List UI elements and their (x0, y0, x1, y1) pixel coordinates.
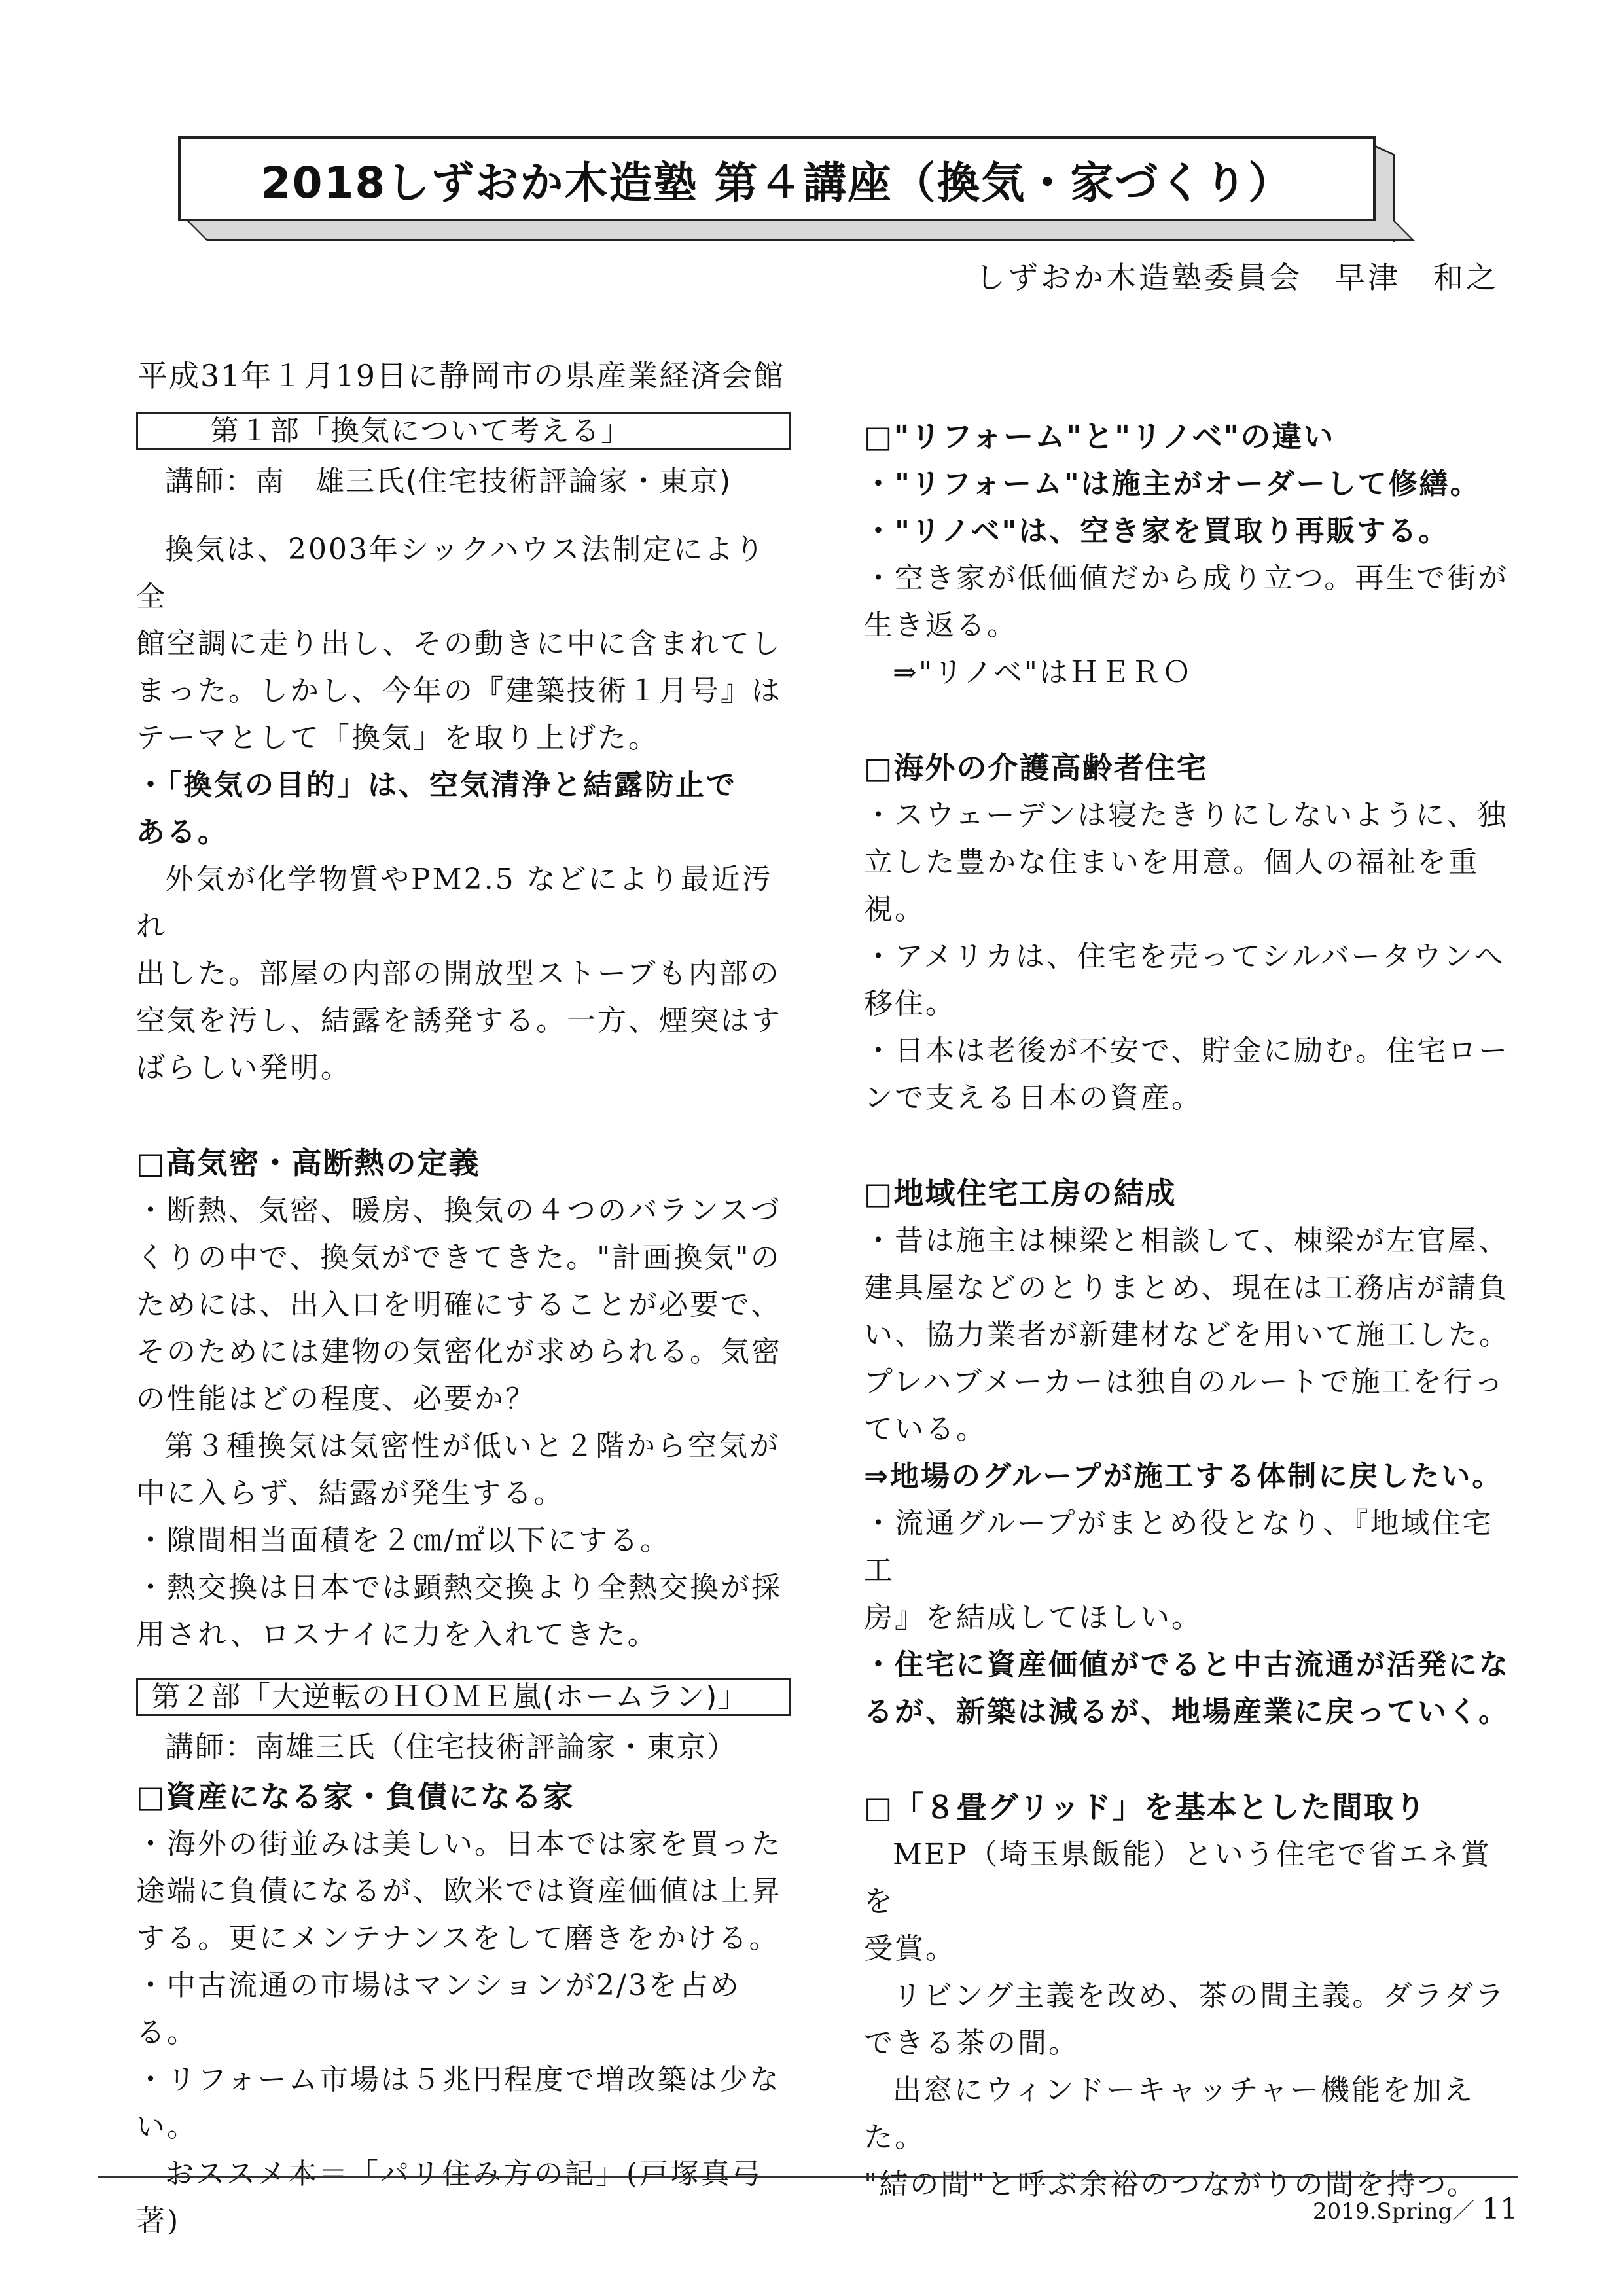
title-box (178, 136, 1376, 221)
issue-label: 2019.Spring／ (1313, 2198, 1475, 2225)
section-heading: □資産になる家・負債になる家 (136, 1779, 575, 1814)
paragraph: ⇒"リノベ"はＨＥＲＯ (893, 656, 1193, 689)
part2-box: 第２部「大逆転のＨＯＭＥ嵐(ホームラン)」 (136, 1678, 791, 1716)
paragraph: おススメ本＝「パリ住み方の記」(戸塚真弓著) (136, 2157, 763, 2238)
section-heading: □「８畳グリッド」を基本とした間取り (864, 1789, 1427, 1825)
part2-lecturer: 講師：南雄三氏（住宅技術評論家・東京） (165, 1731, 737, 1764)
paragraph: 外気が化学物質やPM2.5 などにより最近汚れ 出した。部屋の内部の開放型ストーブも内部の 空気を汚し、結露を誘発する。一方、煙突はす ばらしい発明。 (136, 863, 782, 1085)
highlight-paragraph: ・住宅に資産価値がでると中古流通が活発にな るが、新築は減るが、地場産業に戻っていく。 (864, 1648, 1510, 1729)
footer-rule (98, 2176, 1518, 2178)
page-footer (1313, 2193, 1518, 2226)
paragraph: ・熱交換は日本では顕熱交換より全熱交換が採 用され、ロスナイに力を入れてきた。 (136, 1571, 782, 1651)
author: しずおか木造塾委員会 早津 和之 (975, 260, 1499, 295)
page-title: 2018しずおか木造塾 第４講座（換気・家づくり） (260, 157, 1293, 208)
paragraph: ・昔は施主は棟梁と相談して、棟梁が左官屋、 建具屋などのとりまとめ、現在は工務店が請負 い、協力業者が新建材などを用いて施工した。 プレハブメーカーは独自のルートで施工を行っ ている。 (864, 1224, 1510, 1446)
paragraph: 換気は、2003年シックハウス法制定により全 館空調に走り出し、その動きに中に含まれてし まった。しかし、今年の『建築技術１月号』は テーマとして「換気」を取り上げた。 (136, 533, 782, 755)
highlight-paragraph: ⇒地場のグループが施工する体制に戻したい。 (864, 1460, 1503, 1493)
paragraph: ・流通グループがまとめ役となり、『地域住宅工 房』を結成してほしい。 (864, 1507, 1493, 1634)
section-heading: □海外の介護高齢者住宅 (864, 750, 1208, 785)
paragraph: ・スウェーデンは寝たきりにしないように、独 立した豊かな住まいを用意。個人の福祉を重視。 ・アメリカは、住宅を売ってシルバータウンへ 移住。 ・日本は老後が不安で、貯金に励む。住宅ロー ンで支える日本の資産。 (864, 798, 1510, 1115)
section-heading: □地域住宅工房の結成 (864, 1175, 1177, 1211)
paragraph: ・中古流通の市場はマンションが2/3を占める。 (136, 1969, 741, 2049)
paragraph: 出窓にウィンドーキャッチャー機能を加えた。 "結の間"と呼ぶ余裕のつながりの間を持つ。 (864, 2073, 1478, 2201)
date-line: 平成31年１月19日に静岡市の県産業経済会館 (137, 358, 785, 393)
section-heading: □高気密・高断熱の定義 (136, 1145, 480, 1181)
right-column (864, 412, 1518, 2208)
section-heading: □"リフォーム"と"リノベ"の違い (864, 419, 1335, 454)
paragraph: ・断熱、気密、暖房、換気の４つのバランスづ くりの中で、換気ができてきた。"計画換気"の ためには、出入口を明確にすることが必要で、 そのためには建物の気密化が求められる。気密 の性能はどの程度、必要か？ (136, 1194, 782, 1416)
highlight-paragraph: ・"リフォーム"は施主がオーダーして修繕。 ・"リノベ"は、空き家を買取り再販する。 (864, 467, 1481, 548)
paragraph: ・空き家が低価値だから成り立つ。再生で街が 生き返る。 (864, 562, 1509, 642)
left-column (136, 412, 791, 2245)
paragraph: ・リフォーム市場は５兆円程度で増改築は少ない。 (136, 2063, 781, 2144)
paragraph: ・海外の街並みは美しい。日本では家を買った 途端に負債になるが、欧米では資産価値は上昇 する。更にメンテナンスをして磨きをかける。 (136, 1827, 782, 1955)
paragraph: MEP（埼玉県飯能）という住宅で省エネ賞を 受賞。 (864, 1838, 1491, 1965)
part1-lecturer: 講師：南 雄三氏(住宅技術評論家・東京) (165, 465, 732, 498)
page-number: 11 (1482, 2193, 1518, 2226)
highlight-paragraph: ・「換気の目的」は、空気清浄と結露防止で ある。 (136, 768, 737, 849)
part1-box: 第１部「換気について考える」 (136, 412, 791, 450)
paragraph: リビング主義を改め、茶の間主義。ダラダラ できる茶の間。 (864, 1979, 1506, 2060)
paragraph: 第３種換気は気密性が低いと２階から空気が 中に入らず、結露が発生する。 (136, 1429, 780, 1510)
title-bevel-bottom (187, 221, 1415, 241)
paragraph: ・隙間相当面積を２㎝/㎡以下にする。 (136, 1524, 671, 1557)
